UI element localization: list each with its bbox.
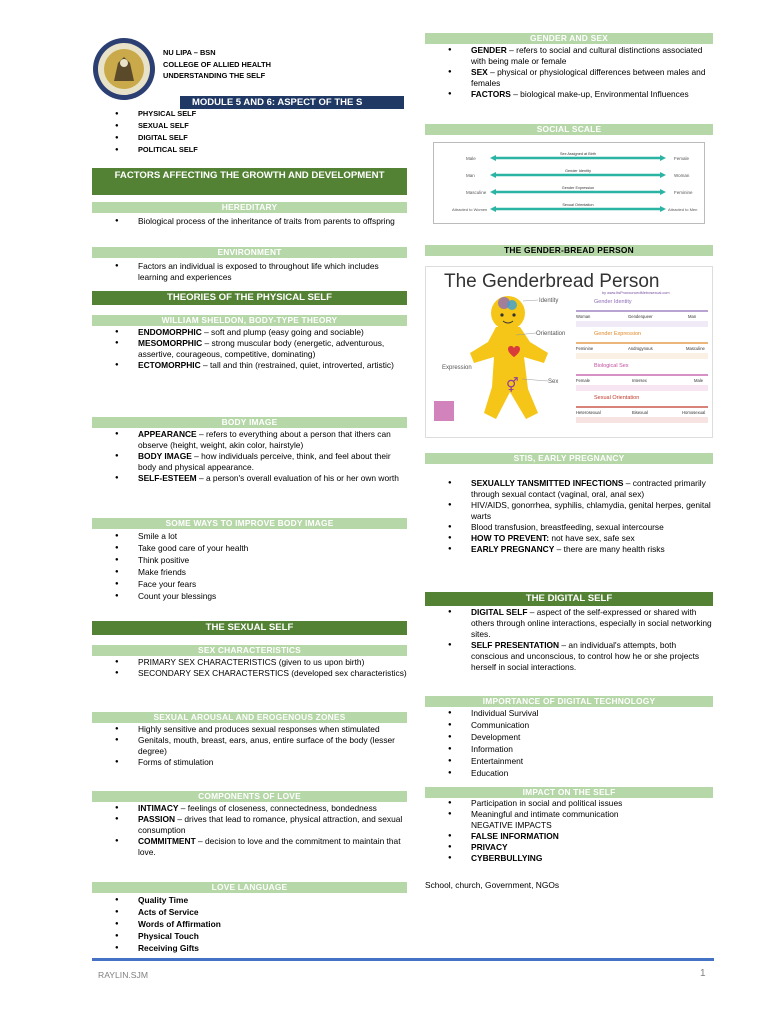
genderbread-label-orientation: Orientation <box>536 331 566 337</box>
environment-title: ENVIRONMENT <box>92 247 407 258</box>
genderbread-label-identity: Identity <box>539 298 559 304</box>
genderbread-byline: by www.ItsPronouncedMetrosexual.com <box>602 291 670 295</box>
term: HOW TO PREVENT: <box>471 533 550 543</box>
university-seal-logo <box>92 37 156 101</box>
list-item <box>425 544 713 555</box>
list-item: ● Words of Affirmation <box>92 918 407 930</box>
definition: not have sex, safe sex <box>549 533 635 543</box>
term: SELF-ESTEEM <box>138 473 197 483</box>
theories-title: THEORIES OF THE PHYSICAL SELF <box>92 291 407 305</box>
scale-left: Female <box>576 378 590 383</box>
header-line-3: UNDERSTANDING THE SELF <box>163 71 266 80</box>
love-language-title: LOVE LANGUAGE <box>92 882 407 893</box>
scale-row <box>466 152 690 161</box>
list-item: ● Education <box>425 767 713 779</box>
improve-section <box>92 518 407 602</box>
scale-mid: Sexual Orientation <box>562 203 594 207</box>
scale-right: Female <box>674 156 690 161</box>
definition: – soft and plump (easy going and sociable) <box>201 327 364 337</box>
aspect-item: ● POLITICAL SELF <box>92 144 407 156</box>
list-item <box>425 45 713 67</box>
list-item: ● Count your blessings <box>92 590 407 602</box>
scale-row <box>466 169 690 178</box>
body-image-section <box>92 417 407 484</box>
header-line-2: COLLEGE OF ALLIED HEALTH <box>163 59 271 69</box>
definition: – a person's overall evaluation of his or her own worth <box>196 473 399 483</box>
term: SEX <box>471 67 488 77</box>
scale-name: Gender Identity <box>594 299 632 305</box>
term: DIGITAL SELF <box>471 607 528 617</box>
definition: – how individuals perceive, think, and feel about their body and physical appearance. <box>138 451 391 472</box>
list-item: ● Acts of Service <box>92 906 407 918</box>
sheldon-section <box>92 315 407 371</box>
term: GENDER <box>471 45 507 55</box>
list-item <box>92 327 407 338</box>
closing-text: School, church, Government, NGOs <box>425 880 560 890</box>
list-item <box>425 522 713 533</box>
footer-divider <box>92 958 714 961</box>
list-item <box>92 338 407 360</box>
definition: – refers to everything about a person that ithers can observe (height, weight, akin color, hairstyle) <box>138 429 391 450</box>
list-item: ● Communication <box>425 719 713 731</box>
arousal-section <box>92 712 407 768</box>
definition: – biological make-up, Environmental Influences <box>510 89 689 99</box>
list-item <box>92 451 407 473</box>
term: EARLY PREGNANCY <box>471 544 555 554</box>
social-scale-svg <box>434 143 704 223</box>
list-item <box>425 67 713 89</box>
importance-title: IMPORTANCE OF DIGITAL TECHNOLOGY <box>425 696 713 707</box>
definition: – feelings of closeness, connectedness, bondedness <box>178 803 377 813</box>
list-item <box>425 640 713 673</box>
importance-section <box>425 696 713 779</box>
negative-impacts-label: NEGATIVE IMPACTS <box>471 820 552 830</box>
list-item: ● CYBERBULLYING <box>425 853 713 864</box>
list-item <box>92 836 407 858</box>
sex-symbol-icon: ⚥ <box>506 377 519 393</box>
term: SELF PRESENTATION <box>471 640 560 650</box>
scale-right: Woman <box>674 173 690 178</box>
genderbread-title: THE GENDER-BREAD PERSON <box>425 245 713 256</box>
scale-mid: Intersex <box>632 378 647 383</box>
genderbread-figure-body <box>470 296 548 419</box>
scale-left: Heterosexual <box>576 410 601 415</box>
genderbread-scale <box>576 331 708 359</box>
list-item <box>92 814 407 836</box>
genderbread-scale <box>576 363 708 391</box>
sheldon-title: WILLIAM SHELDON, BODY-TYPE THEORY <box>92 315 407 326</box>
digital-section <box>425 607 713 673</box>
qr-code-icon <box>434 401 454 421</box>
definition: – drives that lead to romance, physical attraction, and sexual consumption <box>138 814 403 835</box>
love-section <box>92 791 407 858</box>
scale-mid: Bisexual <box>632 410 648 415</box>
list-item <box>92 803 407 814</box>
gender-sex-section <box>425 33 713 100</box>
definition: – physical or physiological differences between males and females <box>471 67 706 88</box>
scale-right: Man <box>688 314 697 319</box>
list-item: ● Face your fears <box>92 578 407 590</box>
scale-right: Attracted to Men <box>668 207 698 212</box>
scale-mid: Genderqueer <box>628 314 653 319</box>
hereditary-section <box>92 202 407 227</box>
stis-section <box>425 453 713 555</box>
definition: – strong muscular body (energetic, adventurous, assertive, courageous, competitive, dominating) <box>138 338 385 359</box>
footer-author: RAYLIN.SJM <box>98 970 148 980</box>
list-item: ● Make friends <box>92 566 407 578</box>
scale-left: Man <box>466 173 475 178</box>
list-item: ● Receiving Gifts <box>92 942 407 954</box>
definition: Blood transfusion, breastfeeding, sexual intercourse <box>471 522 664 532</box>
definition: HIV/AIDS, gonorrhea, syphilis, chlamydia, genital herpes, genital warts <box>471 500 711 521</box>
definition: – contracted primarily through sexual contact (vaginal, oral, anal sex) <box>471 478 706 499</box>
list-item: ● Biological process of the inheritance of traits from parents to offspring <box>92 216 407 227</box>
sex-char-title: SEX CHARACTERISTICS <box>92 645 407 656</box>
term: ECTOMORPHIC <box>138 360 201 370</box>
arousal-title: SEXUAL AROUSAL AND EROGENOUS ZONES <box>92 712 407 723</box>
list-item <box>425 533 713 544</box>
genderbread-heading: The Genderbread Person <box>444 271 660 292</box>
aspect-item: ● PHYSICAL SELF <box>92 108 407 120</box>
list-item: ● FALSE INFORMATION <box>425 831 713 842</box>
factors-title: FACTORS AFFECTING THE GROWTH AND DEVELOPMENT <box>92 168 407 195</box>
genderbread-scale <box>576 299 708 327</box>
school-header <box>163 47 271 82</box>
list-item <box>425 89 713 100</box>
sex-char-section <box>92 645 407 679</box>
definition: – decision to love and the commitment to maintain that love. <box>138 836 401 857</box>
term: MESOMORPHIC <box>138 338 203 348</box>
list-item: ● Genitals, mouth, breast, ears, anus, entire surface of the body (lesser degree) <box>92 735 407 757</box>
digital-self-title: THE DIGITAL SELF <box>425 592 713 606</box>
genderbread-scale <box>576 395 708 423</box>
scale-mid: Gender Identity <box>565 169 591 173</box>
list-item: ● PRIMARY SEX CHARACTERISTICS (given to us upon birth) <box>92 657 407 668</box>
scale-left: Woman <box>576 314 591 319</box>
list-item: ● PRIVACY <box>425 842 713 853</box>
list-item <box>425 478 713 500</box>
list-item: ● Physical Touch <box>92 930 407 942</box>
social-scale-figure <box>433 142 705 224</box>
impact-title: IMPACT ON THE SELF <box>425 787 713 798</box>
social-scale-title: SOCIAL SCALE <box>425 124 713 135</box>
scale-name: Sexual Orientation <box>594 395 640 401</box>
scale-left: Masculine <box>466 190 487 195</box>
gender-sex-title: GENDER AND SEX <box>425 33 713 44</box>
term: BODY IMAGE <box>138 451 192 461</box>
impact-section <box>425 787 713 864</box>
sexual-self-title: THE SEXUAL SELF <box>92 621 407 635</box>
list-item: ● Factors an individual is exposed to throughout life which includes learning and experiences <box>92 261 407 283</box>
term: APPEARANCE <box>138 429 197 439</box>
list-item: ● Quality Time <box>92 894 407 906</box>
list-item: ● Take good care of your health <box>92 542 407 554</box>
hereditary-title: HEREDITARY <box>92 202 407 213</box>
list-item: ● Participation in social and political issues <box>425 798 713 809</box>
list-item: ● Forms of stimulation <box>92 757 407 768</box>
definition: – an individual's attempts, both conscious and unconscious, to control how he or she projects herself in social interactions. <box>471 640 700 672</box>
term: FACTORS <box>471 89 511 99</box>
list-item <box>425 607 713 640</box>
term: ENDOMORPHIC <box>138 327 202 337</box>
scale-left: Feminine <box>576 346 594 351</box>
term: COMMITMENT <box>138 836 196 846</box>
aspect-item: ● SEXUAL SELF <box>92 120 407 132</box>
scale-right: Homosexual <box>682 410 706 415</box>
term: SEXUALLY TANSMITTED INFECTIONS <box>471 478 624 488</box>
improve-title: SOME WAYS TO IMPROVE BODY IMAGE <box>92 518 407 529</box>
scale-mid: Gender Expression <box>561 186 595 190</box>
list-item: ● Highly sensitive and produces sexual responses when stimulated <box>92 724 407 735</box>
definition: – there are many health risks <box>554 544 665 554</box>
scale-name: Biological Sex <box>594 363 629 369</box>
list-item: ● Think positive <box>92 554 407 566</box>
list-item: ● Smile a lot <box>92 530 407 542</box>
scale-row <box>452 203 697 212</box>
list-item: ● Information <box>425 743 713 755</box>
genderbread-svg <box>426 267 713 438</box>
scale-right: Feminine <box>674 190 693 195</box>
scale-name: Gender Expression <box>594 331 642 337</box>
module-title: MODULE 5 AND 6: ASPECT OF THE S <box>180 96 404 109</box>
list-item: ● Individual Survival <box>425 707 713 719</box>
definition: – aspect of the self-expressed or shared with others through online interactions, especially in social networking sites. <box>471 607 712 639</box>
scale-right: Male <box>694 378 704 383</box>
list-item <box>425 500 713 522</box>
list-item <box>92 473 407 484</box>
stis-title: STIS, EARLY PREGNANCY <box>425 453 713 464</box>
aspects-list <box>92 108 407 156</box>
love-title: COMPONENTS OF LOVE <box>92 791 407 802</box>
page-number: 1 <box>700 968 706 979</box>
scale-left: Male <box>466 156 476 161</box>
genderbread-label-sex: Sex <box>548 379 559 385</box>
definition: – refers to social and cultural distinctions associated with being male or female <box>471 45 703 66</box>
definition: – tall and thin (restrained, quiet, introverted, artistic) <box>200 360 394 370</box>
list-item: ● Meaningful and intimate communication <box>425 809 713 820</box>
scale-right: Masculine <box>686 346 705 351</box>
header-line-1: NU LIPA – BSN <box>163 48 216 57</box>
list-item: ● SECONDARY SEX CHARACTERSTICS (developed sex characteristics) <box>92 668 407 679</box>
environment-section <box>92 247 407 283</box>
genderbread-figure <box>425 266 713 438</box>
term: PASSION <box>138 814 176 824</box>
list-item <box>92 360 407 371</box>
term: INTIMACY <box>138 803 179 813</box>
list-item <box>92 429 407 451</box>
scale-mid: Androgynous <box>628 346 653 351</box>
aspect-item: ● DIGITAL SELF <box>92 132 407 144</box>
scale-row <box>466 186 693 195</box>
genderbread-label-expression: Expression <box>442 365 472 371</box>
love-language-section <box>92 882 407 954</box>
body-image-title: BODY IMAGE <box>92 417 407 428</box>
list-item: ● Development <box>425 731 713 743</box>
scale-mid: Sex Assigned at Birth <box>559 152 597 156</box>
scale-left: Attracted to Women <box>452 207 488 212</box>
list-item: ● Entertainment <box>425 755 713 767</box>
